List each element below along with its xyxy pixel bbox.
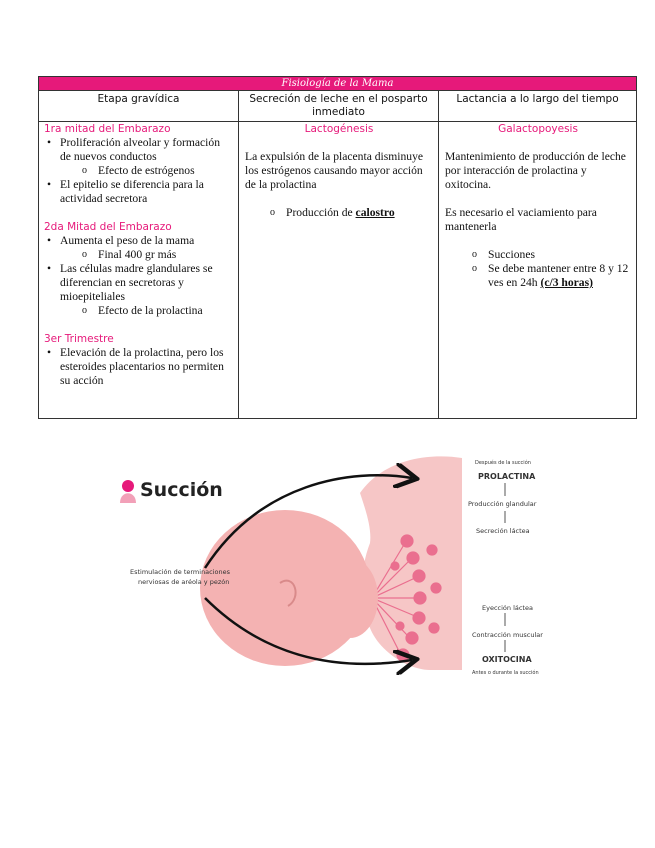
lactogenesis-title: Lactogénesis	[304, 123, 374, 135]
galactopoiesis-list	[444, 248, 631, 290]
list-item-text: Proliferación alveolar y formación de nuevos conductos	[60, 136, 220, 163]
cell-postpartum	[239, 122, 439, 419]
prolactin-label: PROLACTINA	[478, 472, 536, 481]
list-item-text: Aumenta el peso de la mama	[60, 234, 195, 247]
sub-list-item	[488, 262, 631, 290]
physiology-table	[38, 76, 637, 419]
table-title: Fisiología de la Mama	[39, 77, 637, 91]
header-gestational: Etapa gravídica	[39, 91, 239, 122]
before-suction-label: Antes o durante la succión	[472, 670, 539, 676]
header-lactation: Lactancia a lo largo del tiempo	[439, 91, 637, 122]
suction-figure	[110, 448, 560, 688]
after-suction-label: Después de la succión	[475, 460, 531, 466]
sub-list-item: o Final 400 gr más	[98, 248, 233, 262]
section-second-half-title: 2da Mitad del Embarazo	[44, 221, 172, 233]
section-first-half-title: 1ra mitad del Embarazo	[44, 123, 171, 135]
mother-baby-icon	[120, 480, 136, 503]
first-half-list	[44, 136, 233, 206]
sub-list-item	[286, 206, 433, 220]
stimulation-label-2: nerviosas de aréola y pezón	[138, 578, 230, 586]
milk-secretion-label: Secreción láctea	[476, 527, 530, 535]
third-trimester-list	[44, 346, 233, 388]
sub-list-item: o Succiones	[488, 248, 631, 262]
second-half-list	[44, 234, 233, 318]
list-item	[60, 136, 233, 178]
list-item	[60, 234, 233, 262]
lactogenesis-list	[244, 206, 433, 220]
muscle-contraction-label: Contracción muscular	[472, 631, 543, 639]
colostrum-text: calostro	[355, 206, 395, 219]
section-third-trimester-title: 3er Trimestre	[44, 333, 114, 345]
galactopoiesis-text-2: Es necesario el vaciamiento para mantenerla	[445, 206, 597, 233]
galactopoiesis-title: Galactopoyesis	[498, 123, 578, 135]
sub-list-item: o Efecto de la prolactina	[98, 304, 233, 318]
sub-item-text: Producción de	[286, 206, 356, 219]
oxytocin-label: OXITOCINA	[482, 655, 532, 664]
cell-gestational	[39, 122, 239, 419]
list-item	[60, 262, 233, 318]
cell-lactation	[439, 122, 637, 419]
list-item-text: Las células madre glandulares se diferencian en secretoras y mioepiteliales	[60, 262, 213, 303]
galactopoiesis-text-1: Mantenimiento de producción de leche por interacción de prolactina y oxitocina.	[445, 150, 626, 191]
glandular-production-label: Producción glandular	[468, 500, 537, 508]
sub-item-text: Se debe mantener entre 8 y 12 ves en 24h	[488, 262, 629, 289]
list-item: • Elevación de la prolactina, pero los esteroides placentarios no permiten su acción	[60, 346, 233, 388]
lactogenesis-text: La expulsión de la placenta disminuye los estrógenos causando mayor acción de la prolactina	[245, 150, 424, 191]
header-postpartum: Secreción de leche en el posparto inmediato	[239, 91, 439, 122]
stimulation-label-1: Estimulación de terminaciones	[130, 568, 231, 576]
baby-face	[322, 558, 378, 638]
sub-list-item: o Efecto de estrógenos	[98, 164, 233, 178]
figure-title: Succión	[140, 479, 223, 501]
list-item: • El epitelio se diferencia para la actividad secretora	[60, 178, 233, 206]
frequency-text: (c/3 horas)	[540, 276, 593, 289]
milk-ejection-label: Eyección láctea	[482, 604, 533, 612]
